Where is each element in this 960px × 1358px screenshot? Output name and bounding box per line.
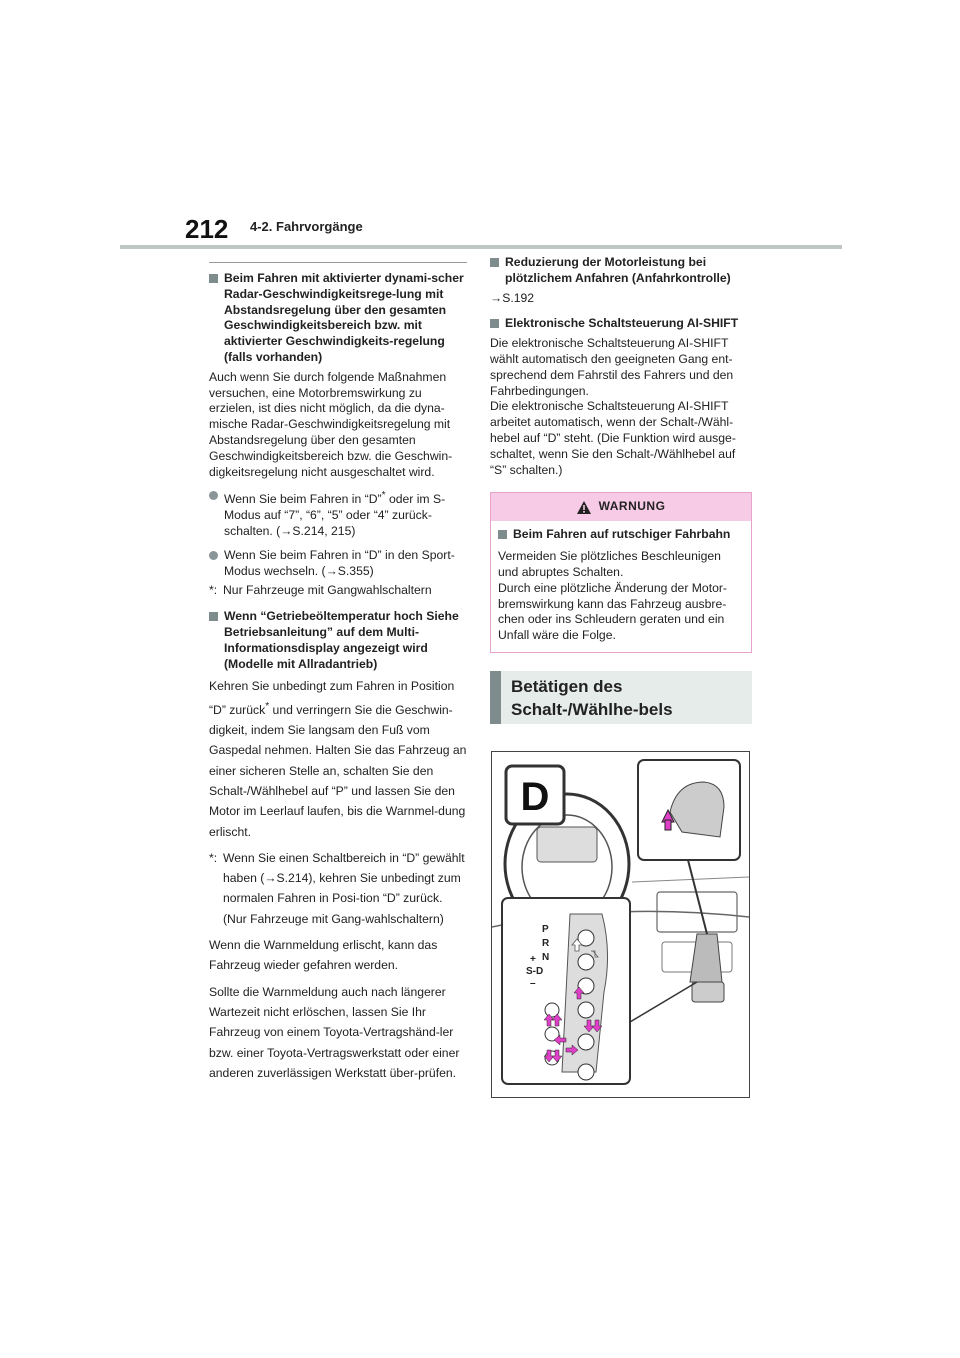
gate-label-plus: +: [530, 954, 536, 965]
gate-label-n: N: [542, 952, 550, 963]
section-title: Elektronische Schaltsteuerung AI-SHIFT: [505, 316, 739, 331]
section-heading-ai-shift: [490, 316, 752, 332]
warning-label: WARNUNG: [598, 499, 666, 514]
footnote: [209, 848, 467, 929]
gate-label-sd: S-D: [526, 966, 544, 977]
left-column: [209, 262, 467, 1089]
instrument-cluster: [537, 827, 597, 862]
warning-text: Vermeiden Sie plötzliches Beschleunigen und abruptes Schalten.: [498, 549, 721, 579]
square-bullet-icon: [490, 258, 499, 267]
bullet-item: [209, 488, 467, 539]
section-title: Beim Fahren mit aktivierter dynami-scher Radar-Geschwindigkeitsrege-lung mit Abstandsregelung über den gesamten Geschwindigkeitsbereich bzw. mit aktivierter Geschwindigkeits-regelung (falls vorhanden): [224, 271, 464, 364]
big-section-title: Betätigen des Schalt-/Wählhe-bels: [511, 676, 673, 719]
warning-body: [491, 521, 751, 652]
d-badge-text: D: [520, 775, 550, 819]
gate-label-minus: –: [530, 978, 536, 989]
page-reference: →S.192: [490, 290, 535, 305]
warning-header: [491, 493, 751, 521]
gate-label-r: R: [542, 938, 550, 949]
paragraph: Auch wenn Sie durch folgende Maßnahmen versuchen, eine Motorbremswirkung zu erzielen, ist dies nicht möglich, da die dyna-mische Radar-Geschwindigkeitsregelung mit Abstandsregelung über den gesamten Geschwindigkeitsbereich bzw. die Geschwin-digkeitsregelung nicht ausgeschaltet wird.: [209, 369, 453, 479]
bullet-text: Wenn Sie beim Fahren in “D”* oder im S-Modus auf “7”, “6”, “5” oder “4” zurück-schalten. (→S.214, 215): [224, 490, 446, 539]
round-bullet-icon: [209, 551, 218, 560]
paragraph: Die elektronische Schaltsteuerung AI-SHIFT wählt automatisch den geeigneten Gang ent-sprechend dem Fahrstil des Fahrers und den Fahrbedingungen.: [490, 336, 734, 398]
paragraph: Sollte die Warnmeldung auch nach längerer Wartezeit nicht erlöschen, lassen Sie Ihr Fahrzeug von einem Toyota-Vertragshänd-ler bzw. einer Toyota-Vertragswerkstatt oder einer anderen zuverlässigen Werkstatt über-prüfen.: [209, 984, 460, 1080]
page-number: 212: [185, 214, 229, 244]
shift-lever-figure: [491, 751, 750, 1098]
footnote: [209, 583, 467, 599]
paragraph: Kehren Sie unbedingt zum Fahren in Position “D” zurück* und verringern Sie die Geschwin-digkeit, indem Sie langsam den Fuß vom Gaspedal nehmen. Halten Sie das Fahrzeug an einer sicheren Stelle an, schalten Sie den Schalt-/Wählhebel auf “P” und lassen Sie den Motor im Leerlauf laufen, bis die Warnmel-dung erlischt.: [209, 679, 467, 839]
square-bullet-icon: [209, 274, 218, 283]
square-bullet-icon: [498, 530, 507, 539]
footnote-mark: *:: [209, 850, 218, 865]
section-title: Wenn “Getriebeöltemperatur hoch Siehe Betriebsanleitung” auf dem Multi-Informationsdisplay angezeigt wird (Modelle mit Allradantrieb): [224, 609, 459, 671]
big-section-heading: [490, 671, 752, 724]
warning-box: [490, 492, 752, 653]
warning-heading: [498, 527, 744, 543]
warning-text: Durch eine plötzliche Änderung der Motor-bremswirkung kann das Fahrzeug ausbre-chen oder ins Schleudern geraten und ein Unfall wäre die Folge.: [498, 580, 727, 643]
gate-label-p: P: [542, 924, 549, 935]
section-heading-cruise: [209, 271, 467, 366]
section-heading-start-control: [490, 255, 752, 287]
paragraph: Die elektronische Schaltsteuerung AI-SHIFT arbeitet automatisch, wenn der Schalt-/Wähl-hebel auf “D” steht. (Die Funktion wird ausge-schaltet, wenn Sie den Schalt-/Wählhebel auf “S” schalten.): [490, 399, 736, 477]
shift-lever-illustration: [492, 752, 749, 1097]
footnote-text: Wenn Sie einen Schaltbereich in “D” gewählt haben (→S.214), kehren Sie unbedingt zum normalen Fahren in Posi-tion “D” zurück. (Nur Fahrzeuge mit Gang-wahlschaltern): [223, 850, 465, 926]
footnote-mark: *:: [209, 583, 218, 598]
right-column: [490, 255, 752, 724]
warning-triangle-icon: [577, 501, 591, 514]
footnote-text: Nur Fahrzeuge mit Gangwahlschaltern: [223, 583, 432, 598]
heading-bar: [490, 671, 501, 724]
section-rule: [209, 262, 467, 263]
bullet-item: [209, 548, 467, 580]
square-bullet-icon: [490, 319, 499, 328]
header-rule: [120, 245, 842, 249]
warning-title: Beim Fahren auf rutschiger Fahrbahn: [513, 527, 731, 542]
round-bullet-icon: [209, 491, 218, 500]
square-bullet-icon: [209, 612, 218, 621]
paragraph: Wenn die Warnmeldung erlischt, kann das Fahrzeug wieder gefahren werden.: [209, 938, 438, 973]
shift-lever: [690, 934, 722, 982]
bullet-text: Wenn Sie beim Fahren in “D” in den Sport-Modus wechseln. (→S.355): [224, 547, 455, 578]
chapter-title: 4-2. Fahrvorgänge: [250, 219, 363, 234]
section-heading-oil-temp: [209, 609, 467, 672]
section-title: Reduzierung der Motorleistung bei plötzlichem Anfahren (Anfahrkontrolle): [505, 255, 731, 285]
